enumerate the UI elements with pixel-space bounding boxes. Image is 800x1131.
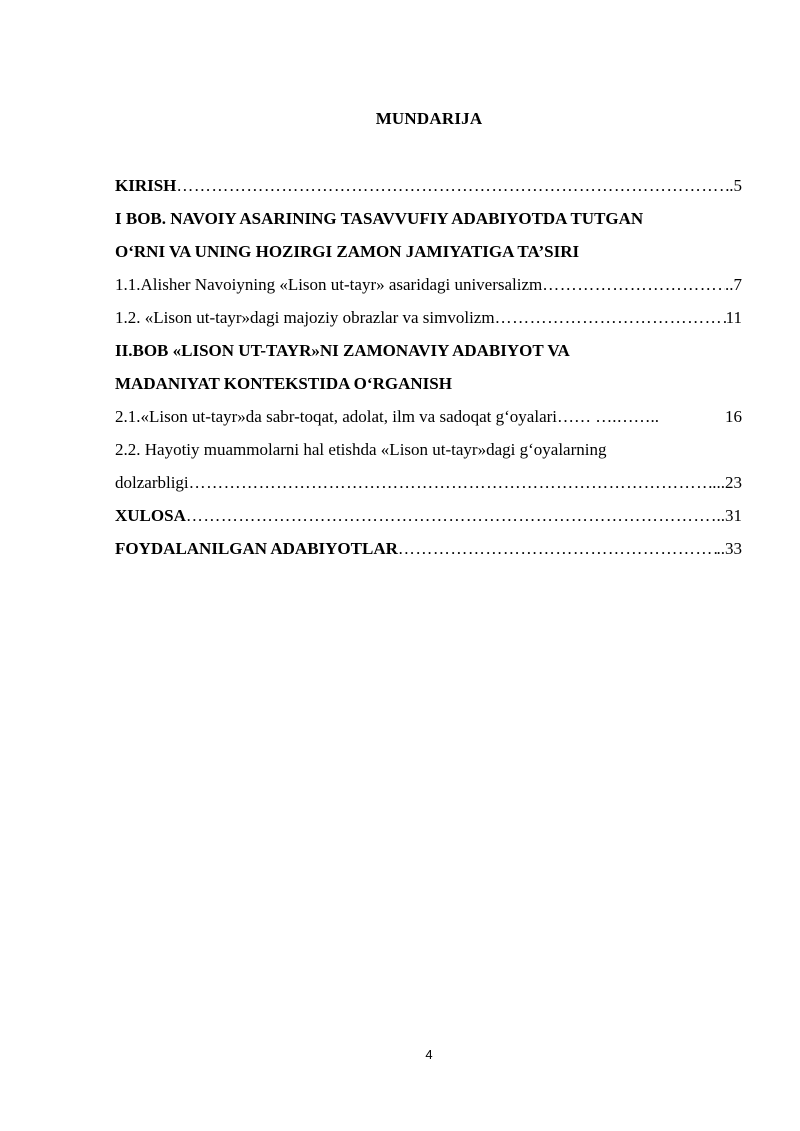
toc-entry-page: ..31 — [716, 506, 742, 525]
toc-leader-dots — [398, 536, 717, 562]
toc-entry-kirish — [115, 173, 742, 206]
toc-entry-text: XULOSA — [115, 506, 186, 525]
toc-entry-text: 2.2. Hayotiy muammolarni hal etishda «Lison ut-tayr»dagi g‘oyalarning — [115, 440, 607, 459]
table-of-contents — [115, 173, 742, 569]
toc-entry-page: 11 — [725, 308, 742, 327]
page-number: 4 — [425, 1047, 433, 1062]
toc-entry-page: ..33 — [716, 539, 742, 558]
toc-leader-dots — [189, 470, 713, 496]
toc-entry-page: 16 — [725, 407, 742, 426]
toc-entry-1-2 — [115, 305, 742, 338]
toc-entry-1-1 — [115, 272, 742, 305]
toc-entry-text: FOYDALANILGAN ADABIYOTLAR — [115, 539, 398, 558]
toc-entry-2-2-line1 — [115, 437, 742, 470]
toc-entry-text: dolzarbligi — [115, 473, 189, 492]
page-title: MUNDARIJA — [375, 109, 483, 128]
toc-entry-text: 2.1.«Lison ut-tayr»da sabr-toqat, adolat, ilm va sadoqat g‘oyalari…… ….…….. — [115, 407, 660, 426]
toc-entry-adabiyotlar — [115, 536, 742, 569]
toc-entry-text: I BOB. NAVOIY ASARINING TASAVVUFIY ADABIYOTDA TUTGAN — [115, 209, 644, 228]
toc-entry-text: MADANIYAT KONTEKSTIDA O‘RGANISH — [115, 374, 452, 393]
toc-entry-page: ...23 — [712, 473, 742, 492]
toc-heading-bob2-line2 — [115, 371, 742, 404]
toc-entry-2-1 — [115, 404, 742, 437]
toc-leader-dots — [176, 173, 729, 199]
toc-entry-page: .5 — [729, 176, 742, 195]
toc-heading-bob1-line1 — [115, 206, 742, 239]
toc-leader-dots — [495, 305, 726, 331]
toc-entry-text: O‘RNI VA UNING HOZIRGI ZAMON JAMIYATIGA TA’SIRI — [115, 242, 580, 261]
toc-entry-text: 1.2. «Lison ut-tayr»dagi majoziy obrazlar va simvolizm — [115, 308, 495, 327]
toc-leader-dots — [186, 503, 717, 529]
toc-heading-bob2-line1 — [115, 338, 742, 371]
toc-heading-bob1-line2 — [115, 239, 742, 272]
toc-entry-page: ..7 — [725, 275, 742, 294]
toc-entry-text: KIRISH — [115, 176, 177, 195]
toc-entry-2-2-line2 — [115, 470, 742, 503]
toc-entry-text: 1.1.Alisher Navoiyning «Lison ut-tayr» asaridagi universalizm — [115, 275, 543, 294]
toc-leader-dots — [542, 272, 725, 298]
toc-entry-text: II.BOB «LISON UT-TAYR»NI ZAMONAVIY ADABIYOT VA — [115, 341, 570, 360]
toc-entry-xulosa — [115, 503, 742, 536]
